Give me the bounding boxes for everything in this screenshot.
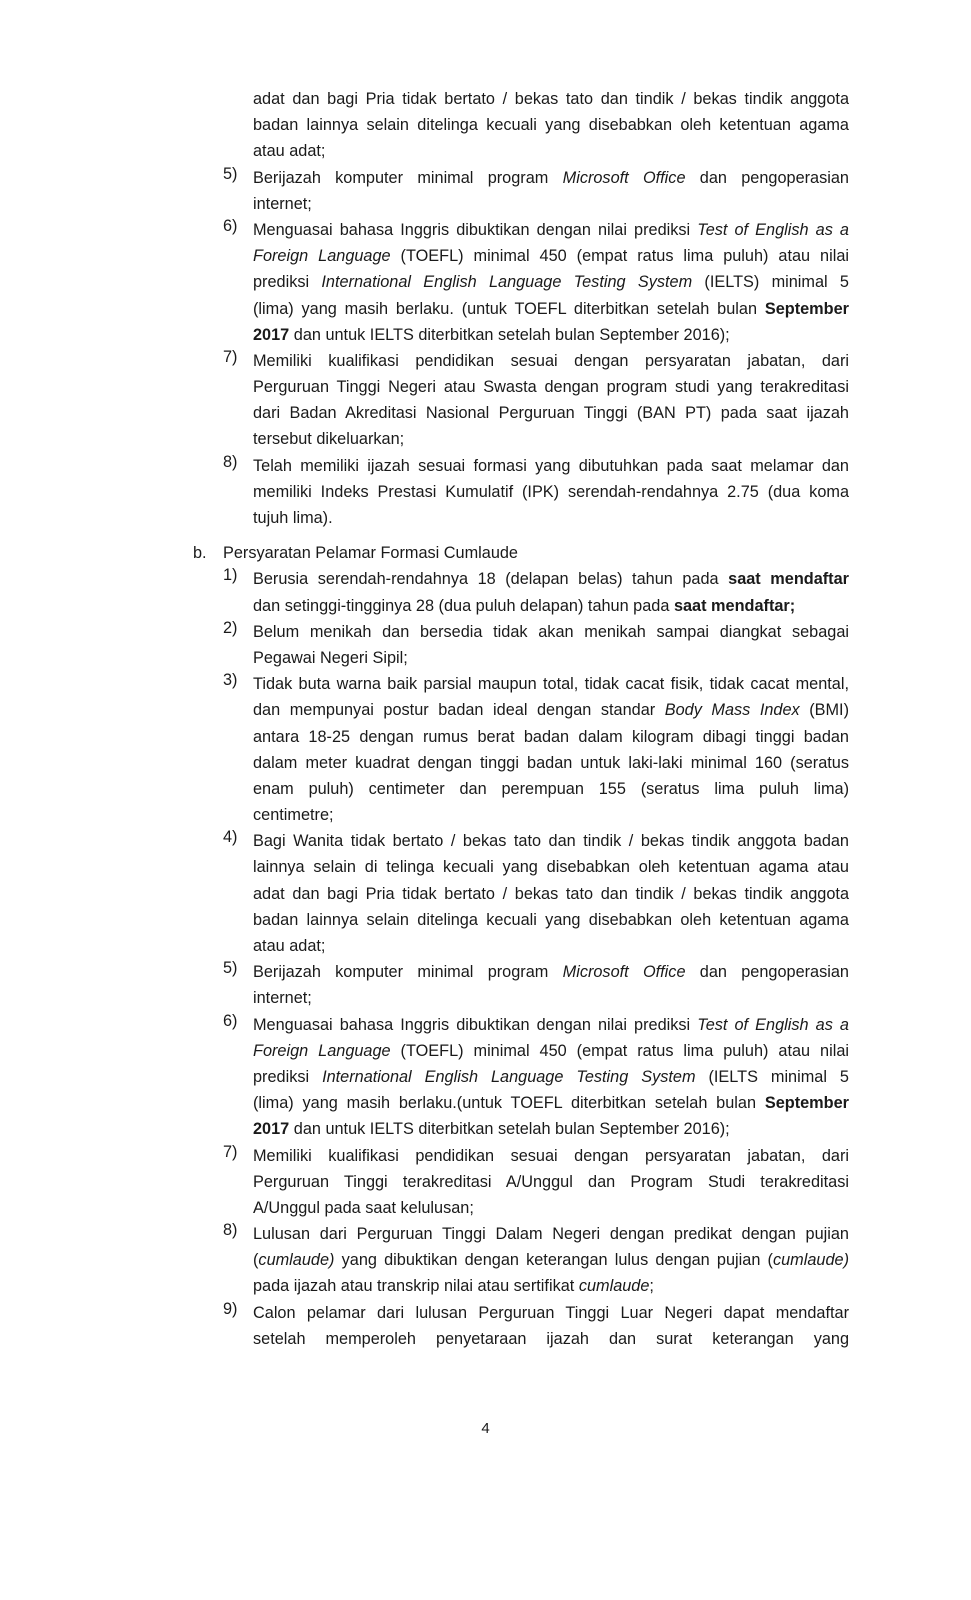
list-item-a-6 <box>223 216 849 348</box>
section-letter: b. <box>193 544 207 563</box>
text-line: Tidak buta warna baik parsial maupun total, tidak cacat fisik, tidak cacat mental, <box>253 675 849 694</box>
item-number: 8) <box>223 452 238 471</box>
text-line: Berusia serendah-rendahnya 18 (delapan belas) tahun pada saat mendaftar <box>253 570 849 589</box>
text-line: Perguruan Tinggi terakreditasi A/Unggul dan Program Studi terakreditasi <box>253 1172 849 1191</box>
text-line: dan mempunyai postur badan ideal dengan standar Body Mass Index (BMI) <box>253 701 849 720</box>
list-item-b-2 <box>223 618 849 671</box>
text-line: badan lainnya selain ditelinga kecuali yang disebabkan oleh ketentuan agama <box>253 910 849 929</box>
text-line: 2017 dan untuk IELTS diterbitkan setelah bulan September 2016); <box>253 1120 730 1139</box>
text-line: dan setinggi-tingginya 28 (dua puluh delapan) tahun pada saat mendaftar; <box>253 596 796 615</box>
text-line: Foreign Language (TOEFL) minimal 450 (empat ratus lima puluh) atau nilai <box>253 247 849 266</box>
text-line: internet; <box>253 989 312 1008</box>
list-item-b-7 <box>223 1142 849 1222</box>
text-line: setelah memperoleh penyetaraan ijazah dan surat keterangan yang <box>253 1329 849 1348</box>
text-line: Foreign Language (TOEFL) minimal 450 (empat ratus lima puluh) atau nilai <box>253 1041 849 1060</box>
item-number: 7) <box>223 347 238 366</box>
text-line: Calon pelamar dari lulusan Perguruan Tinggi Luar Negeri dapat mendaftar <box>253 1303 849 1322</box>
text-line: adat dan bagi Pria tidak bertato / bekas tato dan tindik / bekas tindik anggota <box>253 884 849 903</box>
text-line: adat dan bagi Pria tidak bertato / bekas tato dan tindik / bekas tindik anggota <box>253 90 849 108</box>
text-line: Berijazah komputer minimal program Microsoft Office dan pengoperasian <box>253 963 849 982</box>
list-item-a-8 <box>223 452 849 532</box>
text-line: prediksi International English Language Testing System (IELTS minimal 5 <box>253 1067 849 1086</box>
text-line: atau adat; <box>253 142 326 161</box>
text-line: Memiliki kualifikasi pendidikan sesuai dengan persyaratan jabatan, dari <box>253 351 849 370</box>
list-item-continued <box>253 86 849 165</box>
item-number: 7) <box>223 1142 238 1161</box>
text-line: Belum menikah dan bersedia tidak akan menikah sampai diangkat sebagai <box>253 622 849 641</box>
list-item-b-9 <box>223 1299 849 1352</box>
list-item-b-6 <box>223 1011 849 1143</box>
text-line: Bagi Wanita tidak bertato / bekas tato dan tindik / bekas tindik anggota badan <box>253 832 849 851</box>
text-line: prediksi International English Language Testing System (IELTS) minimal 5 <box>253 273 849 292</box>
text-line: memiliki Indeks Prestasi Kumulatif (IPK) serendah-rendahnya 2.75 (dua koma <box>253 482 849 501</box>
text-line: 2017 dan untuk IELTS diterbitkan setelah bulan September 2016); <box>253 325 730 344</box>
text-line: dalam meter kuadrat dengan tinggi badan untuk laki-laki minimal 160 (seratus <box>253 753 849 772</box>
item-number: 2) <box>223 618 238 637</box>
text-line: (lima) yang masih berlaku. (untuk TOEFL diterbitkan setelah bulan September <box>253 299 849 318</box>
text-line: Menguasai bahasa Inggris dibuktikan dengan nilai prediksi Test of English as a <box>253 1015 849 1034</box>
text-line: (lima) yang masih berlaku.(untuk TOEFL diterbitkan setelah bulan September <box>253 1094 849 1113</box>
list-item-b-5 <box>223 959 849 1011</box>
item-number: 6) <box>223 216 238 235</box>
item-number: 4) <box>223 828 238 847</box>
text-line: Berijazah komputer minimal program Microsoft Office dan pengoperasian <box>253 168 849 187</box>
page-content <box>0 86 971 1352</box>
item-number: 3) <box>223 671 238 690</box>
text-line: antara 18-25 dengan rumus berat badan dalam kilogram dibagi tinggi badan <box>253 727 849 746</box>
text-line: badan lainnya selain ditelinga kecuali yang disebabkan oleh ketentuan agama <box>253 116 849 135</box>
section-title: Persyaratan Pelamar Formasi Cumlaude <box>223 544 518 563</box>
text-line: tujuh lima). <box>253 509 333 527</box>
text-line: pada ijazah atau transkrip nilai atau sertifikat cumlaude; <box>253 1277 654 1296</box>
list-item-a-7 <box>223 347 849 453</box>
text-line: enam puluh) centimeter dan perempuan 155 (seratus lima puluh lima) <box>253 779 849 798</box>
text-line: Lulusan dari Perguruan Tinggi Dalam Negeri dengan predikat dengan pujian <box>253 1225 849 1244</box>
text-line: A/Unggul pada saat kelulusan; <box>253 1198 474 1217</box>
item-number: 5) <box>223 959 238 978</box>
list-item-b-3 <box>223 671 849 828</box>
list-item-b-1 <box>223 566 849 618</box>
text-line: atau adat; <box>253 937 326 955</box>
text-line: Perguruan Tinggi Negeri atau Swasta dengan program studi yang terakreditasi <box>253 378 849 397</box>
text-line: centimetre; <box>253 806 334 825</box>
item-number: 1) <box>223 566 238 585</box>
item-number: 9) <box>223 1299 238 1318</box>
text-line: Memiliki kualifikasi pendidikan sesuai dengan persyaratan jabatan, dari <box>253 1146 849 1165</box>
item-number: 8) <box>223 1221 238 1240</box>
text-line: internet; <box>253 194 312 213</box>
text-line: lainnya selain di telinga kecuali yang disebabkan oleh ketentuan agama atau <box>253 858 849 877</box>
page-number: 4 <box>481 1420 490 1437</box>
list-item-b-4 <box>223 828 849 959</box>
item-number: 6) <box>223 1011 238 1030</box>
text-line: (cumlaude) yang dibuktikan dengan keterangan lulus dengan pujian (cumlaude) <box>253 1251 849 1270</box>
text-line: Telah memiliki ijazah sesuai formasi yang dibutuhkan pada saat melamar dan <box>253 456 849 475</box>
text-line: tersebut dikeluarkan; <box>253 430 405 449</box>
text-line: dari Badan Akreditasi Nasional Perguruan Tinggi (BAN PT) pada saat ijazah <box>253 404 849 423</box>
list-item-b-8 <box>223 1221 849 1300</box>
text-line: Menguasai bahasa Inggris dibuktikan dengan nilai prediksi Test of English as a <box>253 220 849 239</box>
text-line: Pegawai Negeri Sipil; <box>253 648 408 667</box>
item-number: 5) <box>223 164 238 183</box>
list-item-a-5 <box>223 164 849 217</box>
section-heading-b <box>193 540 971 566</box>
